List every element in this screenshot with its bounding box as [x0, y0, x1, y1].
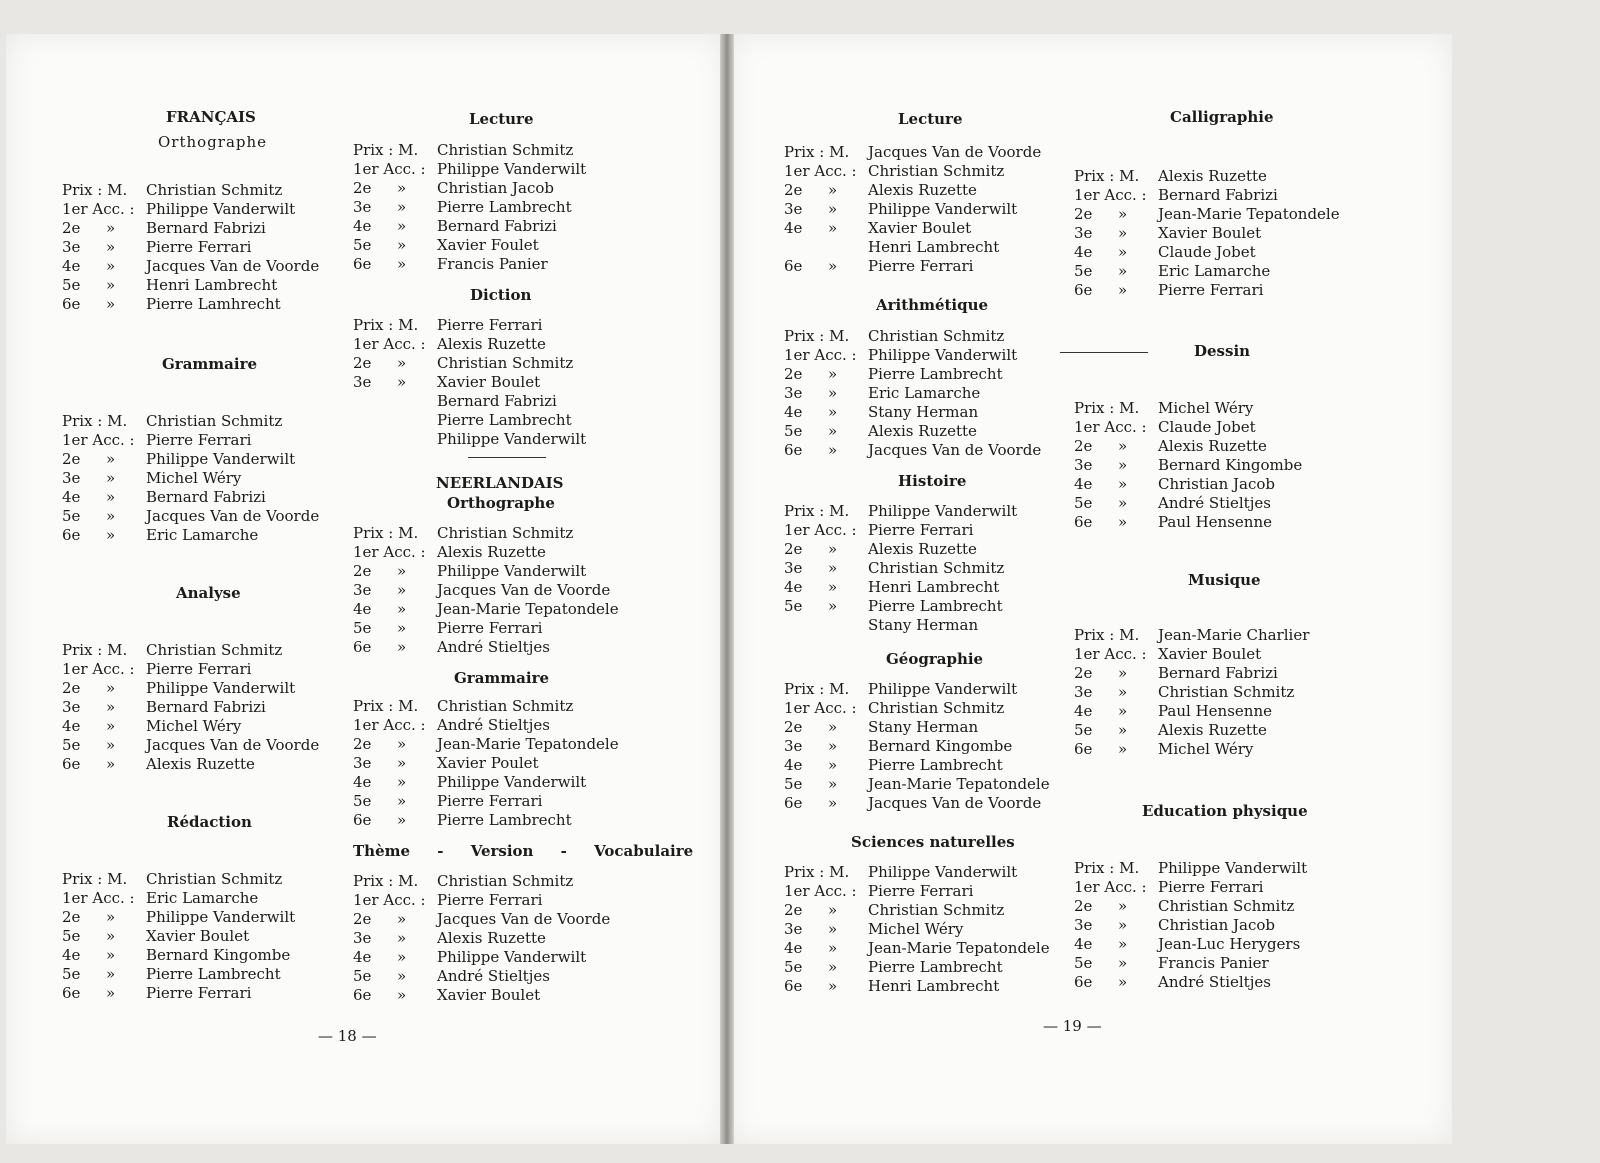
prize-rank: Prix : M.: [62, 181, 128, 199]
prize-winner-name: Jacques Van de Voorde: [146, 257, 320, 275]
prize-winner-name: Philippe Vanderwilt: [146, 450, 296, 468]
prize-rank: 1er Acc. :: [784, 521, 857, 539]
prize-winner-name: André Stieltjes: [437, 638, 550, 656]
prize-winner-name: Philippe Vanderwilt: [437, 948, 587, 966]
prize-winner-name: Pierre Ferrari: [146, 431, 252, 449]
prize-winner-name: Jean-Marie Tepatondele: [868, 939, 1050, 957]
prize-rank: 6e »: [62, 984, 116, 1002]
prize-winner-name: Christian Schmitz: [868, 559, 1005, 577]
prize-winner-name: Philippe Vanderwilt: [146, 908, 296, 926]
prize-winner-name: Jean-Marie Charlier: [1158, 626, 1310, 644]
prize-rank: 1er Acc. :: [1074, 418, 1147, 436]
prize-rank: Prix : M.: [353, 697, 419, 715]
prize-rank: 5e »: [1074, 954, 1128, 972]
prize-rank: 1er Acc. :: [353, 335, 426, 353]
section-title-francais: FRANÇAIS: [166, 108, 256, 126]
section-title-arithmetique: Arithmétique: [876, 296, 989, 314]
page-number-right: — 19 —: [1043, 1017, 1102, 1035]
prize-rank: 6e »: [353, 255, 407, 273]
prize-rank: 5e »: [353, 236, 407, 254]
prize-winner-name: André Stieltjes: [1158, 973, 1271, 991]
prize-rank: 3e »: [1074, 224, 1128, 242]
prize-winner-name: Jacques Van de Voorde: [868, 143, 1042, 161]
prize-rank: 2e »: [62, 219, 116, 237]
prize-winner-name: Philippe Vanderwilt: [437, 562, 587, 580]
prize-winner-name: Henri Lambrecht: [868, 977, 1000, 995]
prize-rank: 3e »: [353, 198, 407, 216]
prize-rank: 3e »: [62, 238, 116, 256]
prize-rank: 2e »: [1074, 664, 1128, 682]
prize-winner-name: Stany Herman: [868, 616, 979, 634]
prize-winner-name: Christian Schmitz: [146, 412, 283, 430]
prize-rank: 5e »: [1074, 494, 1128, 512]
prize-winner-name: Xavier Poulet: [437, 754, 539, 772]
prize-rank: 5e »: [353, 619, 407, 637]
prize-rank: 5e »: [62, 736, 116, 754]
section-title-histoire: Histoire: [898, 472, 967, 490]
prize-winner-name: Alexis Ruzette: [146, 755, 255, 773]
prize-winner-name: Christian Jacob: [1158, 916, 1275, 934]
prize-rank: Prix : M.: [353, 141, 419, 159]
prize-winner-name: Philippe Vanderwilt: [146, 679, 296, 697]
prize-rank: 1er Acc. :: [1074, 645, 1147, 663]
prize-rank: 1er Acc. :: [353, 543, 426, 561]
prize-winner-name: Henri Lambrecht: [868, 238, 1000, 256]
prize-rank: Prix : M.: [784, 863, 850, 881]
prize-winner-name: Pierre Ferrari: [437, 891, 543, 909]
prize-winner-name: Philippe Vanderwilt: [868, 200, 1018, 218]
prize-winner-name: Jacques Van de Voorde: [437, 910, 611, 928]
prize-winner-name: Pierre Lambrecht: [437, 411, 572, 429]
prize-rank: 6e »: [1074, 281, 1128, 299]
prize-winner-name: Bernard Fabrizi: [146, 698, 266, 716]
subsection-title-orthographe-nl: Orthographe: [447, 494, 555, 512]
prize-winner-name: Xavier Boulet: [868, 219, 972, 237]
section-title-dessin: Dessin: [1194, 342, 1251, 360]
prize-winner-name: Jean-Luc Herygers: [1158, 935, 1301, 953]
prize-winner-name: Claude Jobet: [1158, 418, 1256, 436]
prize-winner-name: Philippe Vanderwilt: [146, 200, 296, 218]
prize-rank: 1er Acc. :: [353, 716, 426, 734]
prize-rank: 5e »: [784, 958, 838, 976]
prize-rank: Prix : M.: [62, 641, 128, 659]
prize-winner-name: André Stieltjes: [1158, 494, 1271, 512]
prize-winner-name: Philippe Vanderwilt: [437, 773, 587, 791]
prize-winner-name: Christian Schmitz: [437, 524, 574, 542]
prize-winner-name: André Stieltjes: [437, 967, 550, 985]
prize-rank: 6e »: [62, 526, 116, 544]
prize-rank: Prix : M.: [353, 524, 419, 542]
prize-winner-name: Christian Schmitz: [146, 181, 283, 199]
prize-winner-name: Xavier Boulet: [1158, 224, 1262, 242]
prize-rank: 6e »: [62, 755, 116, 773]
prize-rank: 5e »: [1074, 262, 1128, 280]
prize-winner-name: Pierre Ferrari: [437, 792, 543, 810]
prize-rank: 1er Acc. :: [62, 431, 135, 449]
prize-rank: 1er Acc. :: [353, 891, 426, 909]
prize-winner-name: Jacques Van de Voorde: [437, 581, 611, 599]
prize-winner-name: Christian Schmitz: [146, 870, 283, 888]
prize-rank: 6e »: [784, 977, 838, 995]
prize-rank: 1er Acc. :: [784, 162, 857, 180]
prize-rank: Prix : M.: [353, 316, 419, 334]
prize-rank: 4e »: [1074, 702, 1128, 720]
prize-rank: 1er Acc. :: [62, 889, 135, 907]
prize-rank: Prix : M.: [1074, 626, 1140, 644]
prize-rank: 1er Acc. :: [784, 882, 857, 900]
prize-winner-name: Bernard Kingombe: [146, 946, 291, 964]
prize-rank: 5e »: [784, 422, 838, 440]
prize-winner-name: Pierre Lambrecht: [868, 958, 1003, 976]
prize-rank: 5e »: [62, 965, 116, 983]
prize-rank: 4e »: [62, 257, 116, 275]
prize-rank: 5e »: [62, 507, 116, 525]
prize-winner-name: Jacques Van de Voorde: [868, 794, 1042, 812]
prize-rank: 6e »: [353, 811, 407, 829]
prize-rank: Prix : M.: [784, 143, 850, 161]
prize-rank: 3e »: [784, 559, 838, 577]
prize-rank: 5e »: [353, 967, 407, 985]
prize-winner-name: Jacques Van de Voorde: [146, 507, 320, 525]
prize-rank: 3e »: [353, 373, 407, 391]
subsection-title-grammaire-nl: Grammaire: [454, 669, 550, 687]
prize-winner-name: Jean-Marie Tepatondele: [1158, 205, 1340, 223]
prize-winner-name: Pierre Lambrecht: [868, 365, 1003, 383]
prize-rank: 4e »: [784, 756, 838, 774]
separator-line: [1060, 352, 1148, 353]
prize-winner-name: Bernard Fabrizi: [1158, 664, 1278, 682]
prize-winner-name: Alexis Ruzette: [437, 929, 546, 947]
section-title-education-physique: Education physique: [1142, 802, 1308, 820]
prize-rank: 4e »: [353, 948, 407, 966]
prize-winner-name: Christian Schmitz: [868, 327, 1005, 345]
subsection-title-analyse: Analyse: [176, 584, 241, 602]
prize-rank: 5e »: [62, 927, 116, 945]
prize-rank: 6e »: [1074, 740, 1128, 758]
prize-rank: 4e »: [784, 219, 838, 237]
prize-winner-name: Bernard Fabrizi: [437, 217, 557, 235]
prize-winner-name: Christian Schmitz: [868, 901, 1005, 919]
prize-winner-name: Pierre Lambrecht: [868, 597, 1003, 615]
prize-winner-name: Bernard Kingombe: [1158, 456, 1303, 474]
prize-winner-name: André Stieltjes: [437, 716, 550, 734]
prize-winner-name: Xavier Boulet: [146, 927, 250, 945]
prize-winner-name: Jacques Van de Voorde: [868, 441, 1042, 459]
prize-winner-name: Christian Schmitz: [868, 699, 1005, 717]
prize-rank: 2e »: [353, 354, 407, 372]
section-title-geographie: Géographie: [886, 650, 984, 668]
prize-winner-name: Philippe Vanderwilt: [868, 502, 1018, 520]
prize-rank: 2e »: [1074, 205, 1128, 223]
prize-rank: Prix : M.: [353, 872, 419, 890]
subsection-title-grammaire: Grammaire: [162, 355, 258, 373]
prize-winner-name: Eric Lamarche: [146, 526, 259, 544]
prize-winner-name: Michel Wéry: [146, 469, 242, 487]
prize-winner-name: Jean-Marie Tepatondele: [437, 600, 619, 618]
prize-winner-name: Christian Schmitz: [146, 641, 283, 659]
prize-winner-name: Philippe Vanderwilt: [868, 680, 1018, 698]
prize-rank: 6e »: [784, 441, 838, 459]
prize-rank: 3e »: [1074, 683, 1128, 701]
section-title-lecture: Lecture: [469, 110, 534, 128]
prize-winner-name: Christian Schmitz: [437, 872, 574, 890]
prize-winner-name: Alexis Ruzette: [868, 422, 977, 440]
prize-winner-name: Francis Panier: [1158, 954, 1269, 972]
subsection-title-orthographe: Orthographe: [158, 133, 268, 151]
prize-winner-name: Christian Schmitz: [1158, 683, 1295, 701]
prize-winner-name: Pierre Ferrari: [1158, 878, 1264, 896]
prize-rank: 2e »: [784, 901, 838, 919]
section-title-calligraphie: Calligraphie: [1170, 108, 1274, 126]
prize-rank: 2e »: [784, 540, 838, 558]
prize-winner-name: Pierre Ferrari: [437, 316, 543, 334]
prize-winner-name: Christian Schmitz: [868, 162, 1005, 180]
prize-winner-name: Bernard Fabrizi: [146, 488, 266, 506]
prize-rank: 6e »: [62, 295, 116, 313]
prize-winner-name: Henri Lambrecht: [868, 578, 1000, 596]
prize-rank: 2e »: [353, 910, 407, 928]
prize-winner-name: Pierre Lambrecht: [868, 756, 1003, 774]
book-gutter: [720, 34, 734, 1144]
prize-winner-name: Bernard Kingombe: [868, 737, 1013, 755]
prize-rank: 2e »: [784, 718, 838, 736]
prize-rank: 2e »: [1074, 437, 1128, 455]
prize-rank: 2e »: [62, 908, 116, 926]
prize-winner-name: Xavier Boulet: [437, 373, 541, 391]
prize-rank: 1er Acc. :: [62, 200, 135, 218]
prize-rank: 3e »: [62, 698, 116, 716]
prize-winner-name: Philippe Vanderwilt: [868, 863, 1018, 881]
prize-rank: 4e »: [784, 403, 838, 421]
prize-winner-name: Bernard Fabrizi: [1158, 186, 1278, 204]
prize-winner-name: Alexis Ruzette: [1158, 437, 1267, 455]
prize-rank: 3e »: [784, 384, 838, 402]
prize-winner-name: Jean-Marie Tepatondele: [437, 735, 619, 753]
prize-rank: 3e »: [62, 469, 116, 487]
prize-winner-name: Michel Wéry: [146, 717, 242, 735]
prize-winner-name: Eric Lamarche: [146, 889, 259, 907]
prize-winner-name: Pierre Ferrari: [868, 882, 974, 900]
separator-line: [468, 457, 546, 458]
prize-rank: 4e »: [353, 773, 407, 791]
prize-rank: 6e »: [353, 638, 407, 656]
prize-rank: 2e »: [353, 735, 407, 753]
prize-rank: 1er Acc. :: [353, 160, 426, 178]
subsection-title-redaction: Rédaction: [167, 813, 252, 831]
prize-rank: 2e »: [784, 365, 838, 383]
prize-rank: 4e »: [1074, 243, 1128, 261]
prize-winner-name: Francis Panier: [437, 255, 548, 273]
prize-winner-name: Alexis Ruzette: [437, 335, 546, 353]
prize-winner-name: Alexis Ruzette: [868, 181, 977, 199]
section-title-lecture-right: Lecture: [898, 110, 963, 128]
prize-rank: 1er Acc. :: [784, 699, 857, 717]
prize-winner-name: Xavier Boulet: [1158, 645, 1262, 663]
prize-winner-name: Michel Wéry: [1158, 740, 1254, 758]
prize-winner-name: Pierre Lambrecht: [437, 811, 572, 829]
prize-rank: 3e »: [784, 200, 838, 218]
prize-rank: 3e »: [784, 737, 838, 755]
prize-winner-name: Alexis Ruzette: [1158, 167, 1267, 185]
prize-rank: Prix : M.: [784, 327, 850, 345]
prize-rank: 1er Acc. :: [784, 346, 857, 364]
prize-rank: 4e »: [784, 578, 838, 596]
prize-winner-name: Philippe Vanderwilt: [437, 430, 587, 448]
prize-rank: 5e »: [1074, 721, 1128, 739]
section-title-musique: Musique: [1188, 571, 1261, 589]
prize-winner-name: Philippe Vanderwilt: [868, 346, 1018, 364]
prize-rank: 4e »: [353, 600, 407, 618]
prize-rank: 5e »: [353, 792, 407, 810]
prize-winner-name: Pierre Ferrari: [146, 660, 252, 678]
prize-rank: 4e »: [1074, 935, 1128, 953]
prize-winner-name: Pierre Ferrari: [146, 238, 252, 256]
prize-rank: 4e »: [353, 217, 407, 235]
prize-rank: 4e »: [784, 939, 838, 957]
prize-winner-name: Eric Lamarche: [1158, 262, 1271, 280]
prize-winner-name: Jean-Marie Tepatondele: [868, 775, 1050, 793]
prize-rank: 2e »: [353, 179, 407, 197]
prize-winner-name: Philippe Vanderwilt: [1158, 859, 1308, 877]
prize-rank: 3e »: [353, 754, 407, 772]
prize-winner-name: Pierre Ferrari: [146, 984, 252, 1002]
prize-rank: Prix : M.: [784, 502, 850, 520]
prize-winner-name: Pierre Ferrari: [868, 521, 974, 539]
prize-rank: 5e »: [62, 276, 116, 294]
prize-winner-name: Bernard Fabrizi: [146, 219, 266, 237]
prize-winner-name: Pierre Ferrari: [1158, 281, 1264, 299]
prize-winner-name: Pierre Ferrari: [868, 257, 974, 275]
prize-rank: 2e »: [62, 450, 116, 468]
prize-rank: 5e »: [784, 597, 838, 615]
prize-winner-name: Christian Schmitz: [437, 697, 574, 715]
prize-rank: 2e »: [62, 679, 116, 697]
prize-rank: 1er Acc. :: [1074, 186, 1147, 204]
prize-winner-name: Pierre Ferrari: [437, 619, 543, 637]
prize-rank: Prix : M.: [784, 680, 850, 698]
prize-rank: 6e »: [1074, 513, 1128, 531]
prize-rank: 1er Acc. :: [1074, 878, 1147, 896]
section-title-neerlandais: NEERLANDAIS: [436, 474, 564, 492]
subsection-title-theme-version-vocabulaire: Thème - Version - Vocabulaire: [353, 842, 694, 860]
prize-rank: 4e »: [62, 717, 116, 735]
prize-winner-name: Eric Lamarche: [868, 384, 981, 402]
prize-rank: 2e »: [784, 181, 838, 199]
page-number: — 18 —: [318, 1027, 377, 1045]
prize-rank: 1er Acc. :: [62, 660, 135, 678]
prize-winner-name: Christian Jacob: [437, 179, 554, 197]
prize-winner-name: Pierre Lamhrecht: [146, 295, 281, 313]
prize-winner-name: Christian Schmitz: [437, 354, 574, 372]
prize-rank: 6e »: [784, 257, 838, 275]
prize-winner-name: Xavier Foulet: [437, 236, 539, 254]
section-title-diction: Diction: [470, 286, 532, 304]
prize-rank: 4e »: [62, 946, 116, 964]
prize-rank: 2e »: [1074, 897, 1128, 915]
prize-rank: 4e »: [1074, 475, 1128, 493]
prize-winner-name: Pierre Lambrecht: [437, 198, 572, 216]
prize-winner-name: Alexis Ruzette: [437, 543, 546, 561]
prize-rank: Prix : M.: [62, 870, 128, 888]
prize-winner-name: Christian Schmitz: [1158, 897, 1295, 915]
prize-rank: 6e »: [1074, 973, 1128, 991]
prize-winner-name: Alexis Ruzette: [868, 540, 977, 558]
prize-winner-name: Alexis Ruzette: [1158, 721, 1267, 739]
prize-rank: 4e »: [62, 488, 116, 506]
prize-winner-name: Paul Hensenne: [1158, 702, 1272, 720]
prize-rank: 5e »: [784, 775, 838, 793]
section-title-sciences-naturelles: Sciences naturelles: [851, 833, 1015, 851]
prize-rank: Prix : M.: [1074, 399, 1140, 417]
prize-rank: 3e »: [784, 920, 838, 938]
prize-rank: Prix : M.: [1074, 859, 1140, 877]
prize-rank: 6e »: [784, 794, 838, 812]
prize-winner-name: Jacques Van de Voorde: [146, 736, 320, 754]
prize-rank: 2e »: [353, 562, 407, 580]
prize-rank: 6e »: [353, 986, 407, 1004]
prize-winner-name: Stany Herman: [868, 403, 979, 421]
prize-winner-name: Paul Hensenne: [1158, 513, 1272, 531]
prize-winner-name: Philippe Vanderwilt: [437, 160, 587, 178]
prize-winner-name: Xavier Boulet: [437, 986, 541, 1004]
prize-winner-name: Pierre Lambrecht: [146, 965, 281, 983]
prize-winner-name: Michel Wéry: [868, 920, 964, 938]
prize-rank: 3e »: [1074, 916, 1128, 934]
prize-rank: 3e »: [353, 929, 407, 947]
prize-winner-name: Christian Schmitz: [437, 141, 574, 159]
prize-rank: Prix : M.: [1074, 167, 1140, 185]
prize-rank: 3e »: [353, 581, 407, 599]
prize-winner-name: Claude Jobet: [1158, 243, 1256, 261]
prize-winner-name: Christian Jacob: [1158, 475, 1275, 493]
prize-winner-name: Bernard Fabrizi: [437, 392, 557, 410]
prize-rank: 3e »: [1074, 456, 1128, 474]
prize-winner-name: Michel Wéry: [1158, 399, 1254, 417]
prize-winner-name: Henri Lambrecht: [146, 276, 278, 294]
prize-rank: Prix : M.: [62, 412, 128, 430]
prize-winner-name: Stany Herman: [868, 718, 979, 736]
